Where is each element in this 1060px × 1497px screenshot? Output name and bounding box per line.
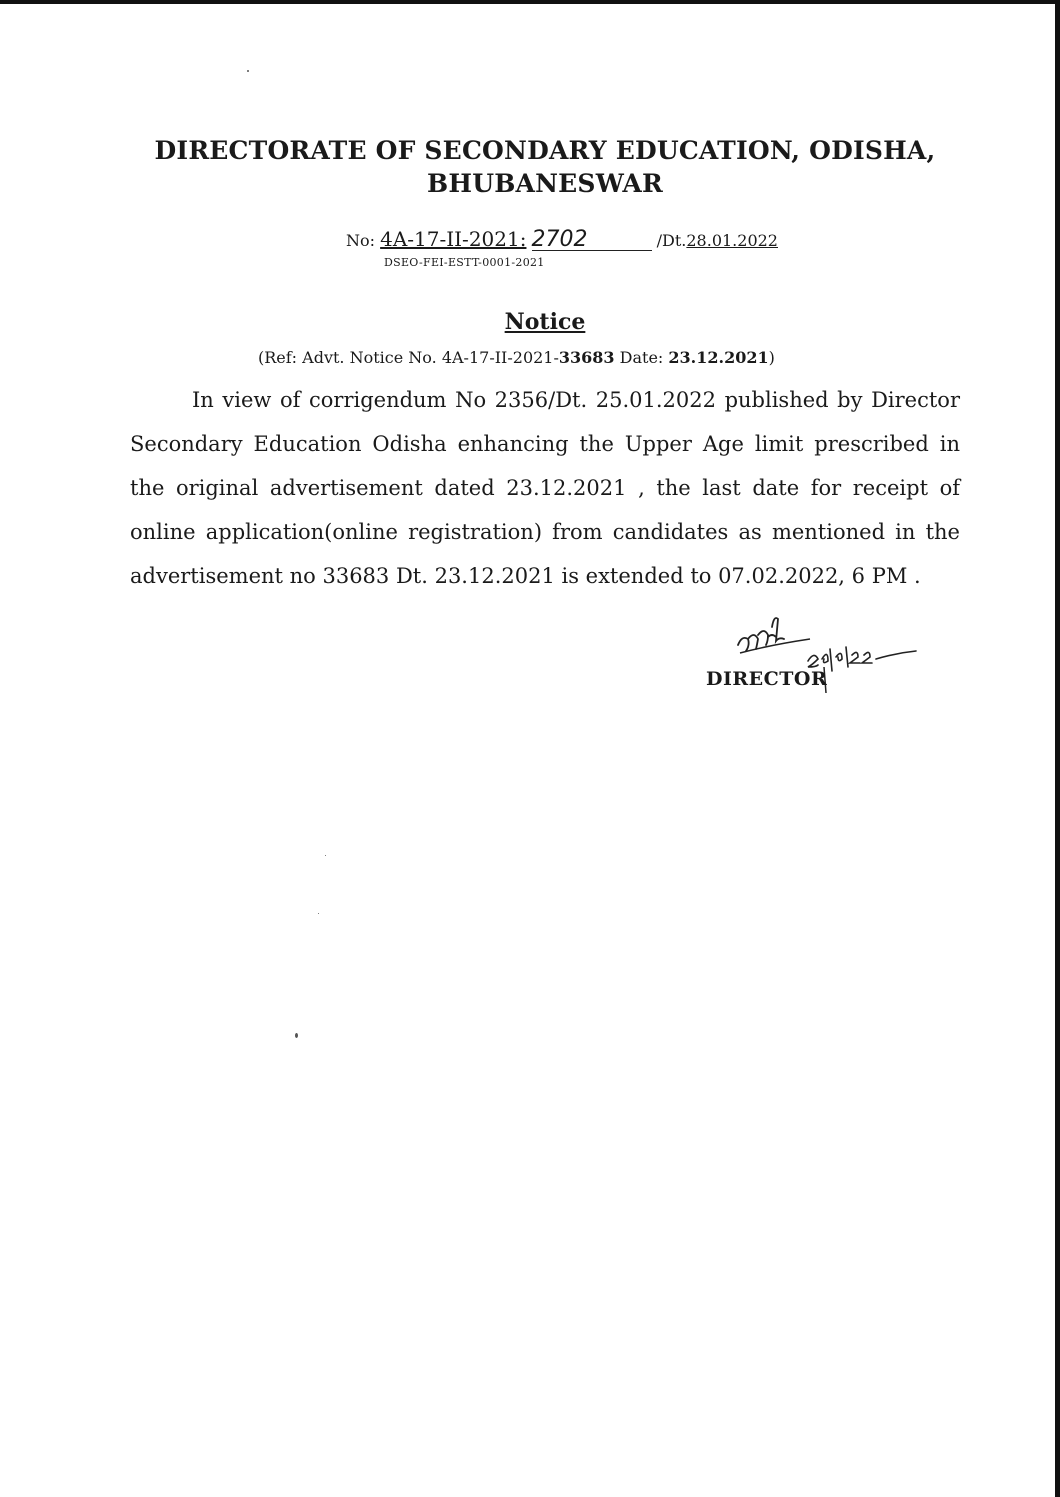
director-designation: DIRECTOR	[706, 668, 828, 690]
ref-no-label: No:	[346, 231, 376, 250]
date-label: /Dt.	[656, 231, 687, 250]
notice-body	[130, 378, 960, 598]
scan-speck	[247, 70, 249, 72]
notice-heading: Notice	[504, 309, 586, 335]
ref-number: 33683	[558, 348, 615, 367]
ref-prefix: (Ref: Advt. Notice No. 4A-17-II-2021-	[258, 348, 559, 367]
scan-speck	[325, 855, 326, 856]
ref-date-label: Date:	[614, 348, 669, 367]
scan-speck	[295, 1033, 298, 1038]
advt-reference	[258, 348, 775, 367]
scan-speck	[318, 913, 319, 914]
file-number: 4A-17-II-2021:	[380, 227, 527, 251]
directorate-city: BHUBANESWAR	[427, 169, 663, 198]
reference-line	[346, 227, 778, 251]
ref-date: 23.12.2021	[668, 348, 769, 367]
ref-close: )	[768, 348, 775, 367]
page-edge-right	[1055, 0, 1060, 1497]
letter-number: 2702	[532, 230, 652, 251]
file-code: DSEO-FEI-ESTT-0001-2021	[384, 256, 545, 269]
page-edge-top	[0, 0, 1060, 4]
notice-paragraph: In view of corrigendum No 2356/Dt. 25.01.2022 published by Director Secondary Education Odisha enhancing the Upper Age limit prescribed in the original advertisement dated 23.12.2021 , the last date for receipt of online application(online registration) from candidates as mentioned in the advertisement no 33683 Dt. 23.12.2021 is extended to 07.02.2022, 6 PM .	[130, 388, 960, 588]
letter-date: 28.01.2022	[686, 231, 778, 250]
directorate-title: DIRECTORATE OF SECONDARY EDUCATION, ODISHA,	[154, 136, 936, 165]
